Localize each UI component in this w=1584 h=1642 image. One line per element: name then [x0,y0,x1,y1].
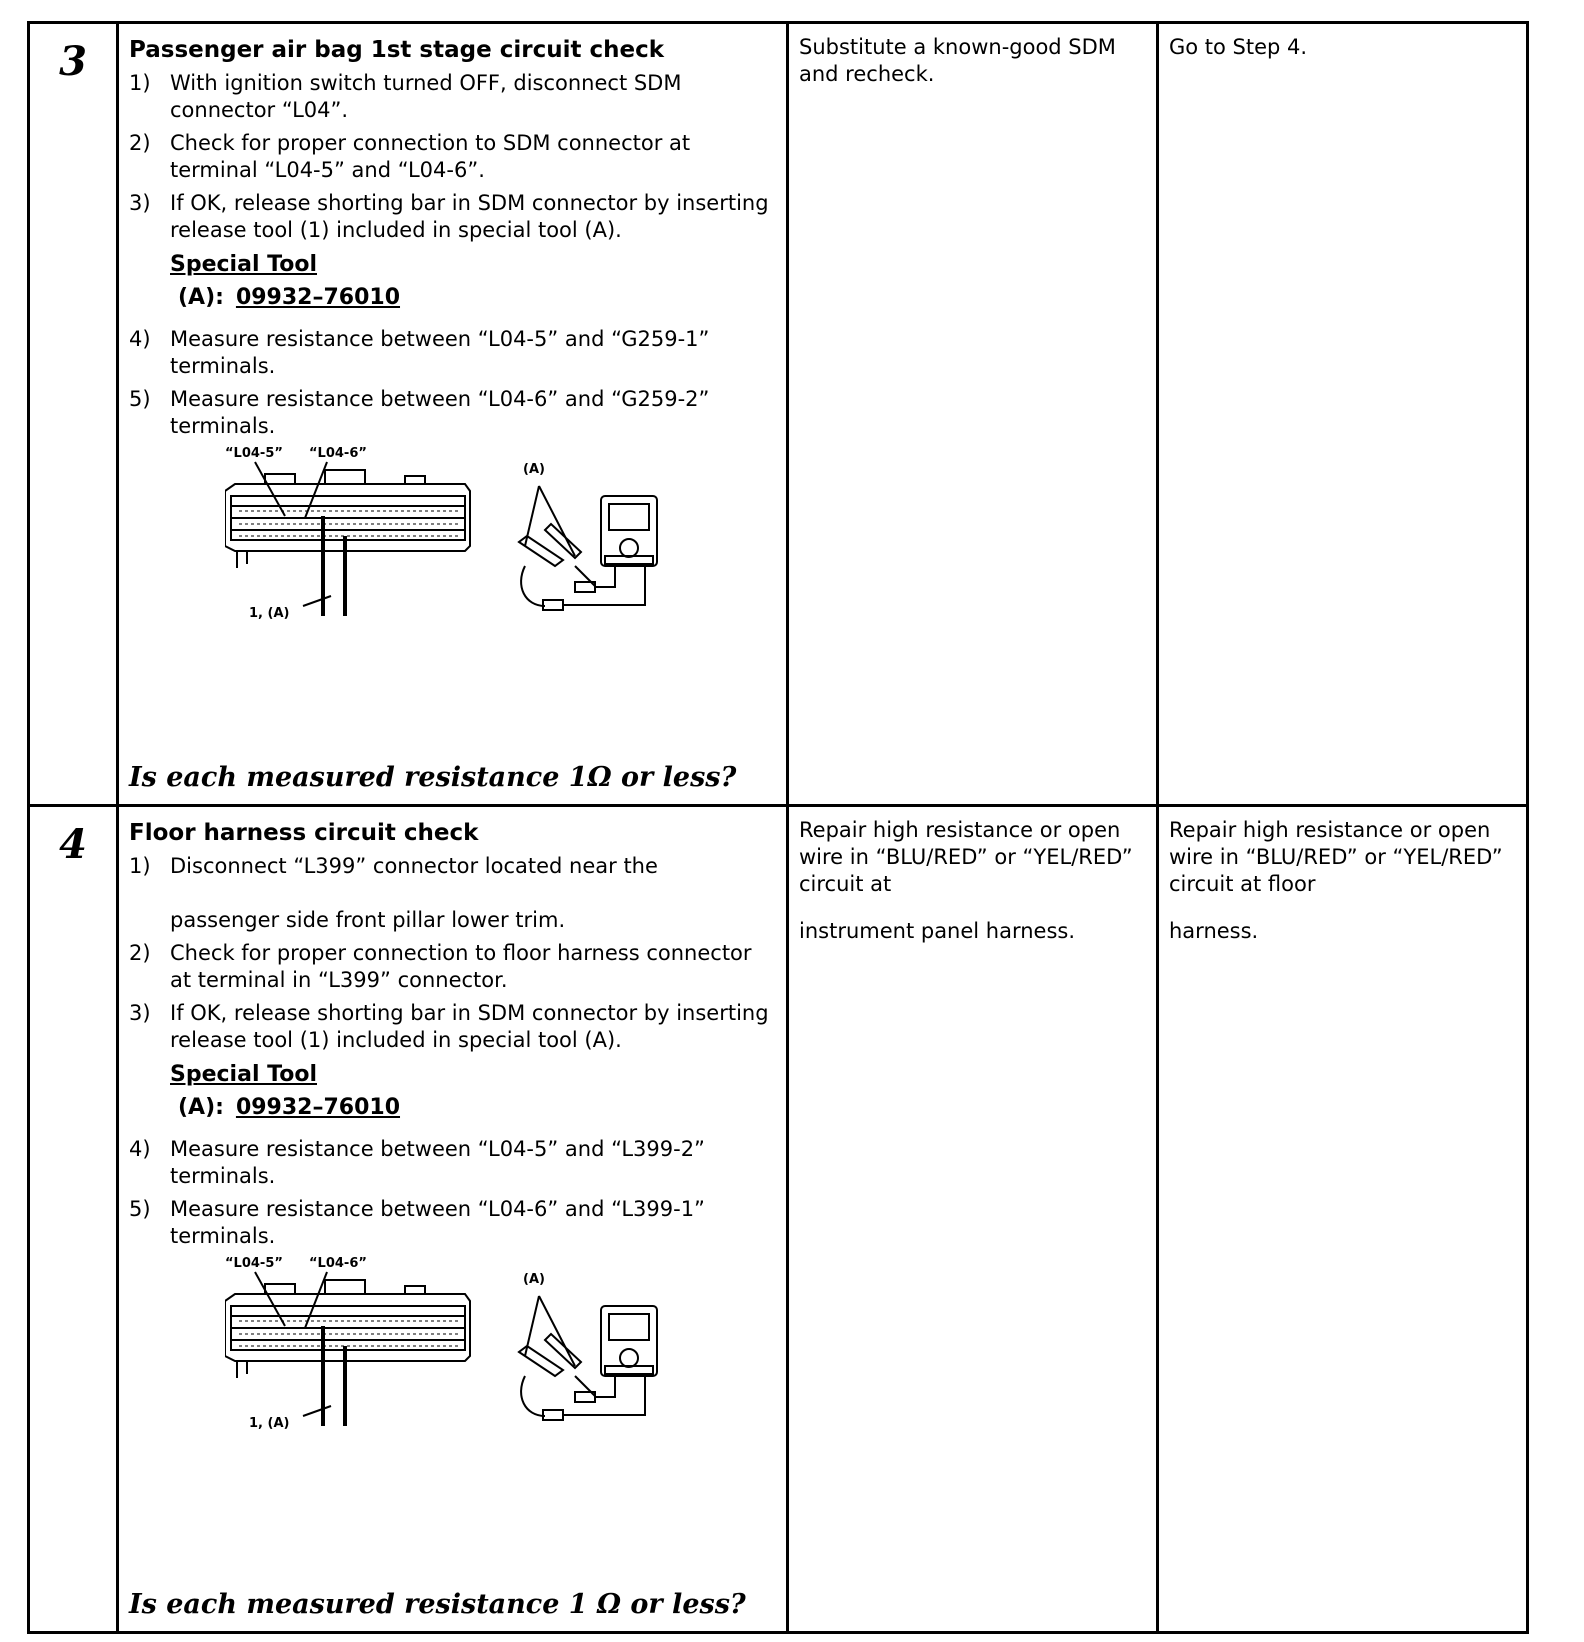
special-tool-line: (A): 09932–76010 [178,1095,401,1120]
connector-measurement-figure [225,446,685,626]
step-no-text: Go to Step 4. [1169,35,1308,59]
step-yes-cell [788,806,1158,1633]
step-question: Is each measured resistance 1Ω or less? [129,762,737,793]
procedure-item: 2) Check for proper connection to floor harness connector at terminal in “L399” connector. [129,941,752,992]
figure-label-tool: 1, (A) [249,1416,290,1431]
figure-label-tool: 1, (A) [249,606,290,621]
figure-label-l04-6: “L04-6” [309,1256,367,1271]
procedure-item: 5) Measure resistance between “L04-6” and “G259-2” terminals. [129,387,710,438]
step-no-cell [1158,806,1528,1633]
connector-and-ohmmeter-drawing [225,1256,685,1436]
step-no-text-cont: harness. [1169,919,1259,943]
step-yes-text-cont: instrument panel harness. [799,919,1076,943]
figure-label-l04-5: “L04-5” [225,1256,283,1271]
step-title: Floor harness circuit check [129,820,479,846]
figure-label-l04-5: “L04-5” [225,446,283,461]
step-procedure-cell [118,23,788,806]
special-tool-heading: Special Tool [170,1062,317,1087]
procedure-item: 1) With ignition switch turned OFF, disconnect SDM connector “L04”. [129,71,682,122]
procedure-list [129,326,776,440]
procedure-item: 1) Disconnect “L399” connector located near the passenger side front pillar lower trim. [129,854,658,932]
procedure-list [129,853,776,1054]
special-tool-block [170,1060,776,1126]
step-yes-cell [788,23,1158,806]
special-tool-code: 09932–76010 [235,285,401,310]
step-procedure-cell [118,806,788,1633]
step-yes-text: Repair high resistance or open wire in “BLU/RED” or “YEL/RED” circuit at [799,818,1133,896]
procedure-item: 3) If OK, release shorting bar in SDM connector by inserting release tool (1) included in special tool (A). [129,191,769,242]
special-tool-line: (A): 09932–76010 [178,285,401,310]
procedure-list [129,1136,776,1250]
step-row-4 [29,806,1528,1633]
step-row-3 [29,23,1528,806]
step-number: 3 [29,23,118,806]
figure-label-a: (A) [523,1272,545,1287]
procedure-list [129,70,776,244]
step-question: Is each measured resistance 1 Ω or less? [129,1589,746,1620]
step-yes-text: Substitute a known-good SDM and recheck. [799,35,1116,86]
special-tool-code: 09932–76010 [235,1095,401,1120]
step-title: Passenger air bag 1st stage circuit check [129,37,664,63]
special-tool-heading: Special Tool [170,252,317,277]
step-no-text: Repair high resistance or open wire in “BLU/RED” or “YEL/RED” circuit at floor [1169,818,1503,896]
step-number: 4 [29,806,118,1633]
figure-label-l04-6: “L04-6” [309,446,367,461]
procedure-item: 5) Measure resistance between “L04-6” and “L399-1” terminals. [129,1197,705,1248]
figure-label-a: (A) [523,462,545,477]
step-no-cell [1158,23,1528,806]
procedure-item: 2) Check for proper connection to SDM connector at terminal “L04-5” and “L04-6”. [129,131,691,182]
connector-measurement-figure [225,1256,685,1436]
special-tool-block [170,250,776,316]
procedure-item: 3) If OK, release shorting bar in SDM connector by inserting release tool (1) included in special tool (A). [129,1001,769,1052]
procedure-item: 4) Measure resistance between “L04-5” and “L399-2” terminals. [129,1137,705,1188]
procedure-item: 4) Measure resistance between “L04-5” and “G259-1” terminals. [129,327,710,378]
diagnostic-steps-table [27,21,1529,1634]
connector-and-ohmmeter-drawing [225,446,685,626]
